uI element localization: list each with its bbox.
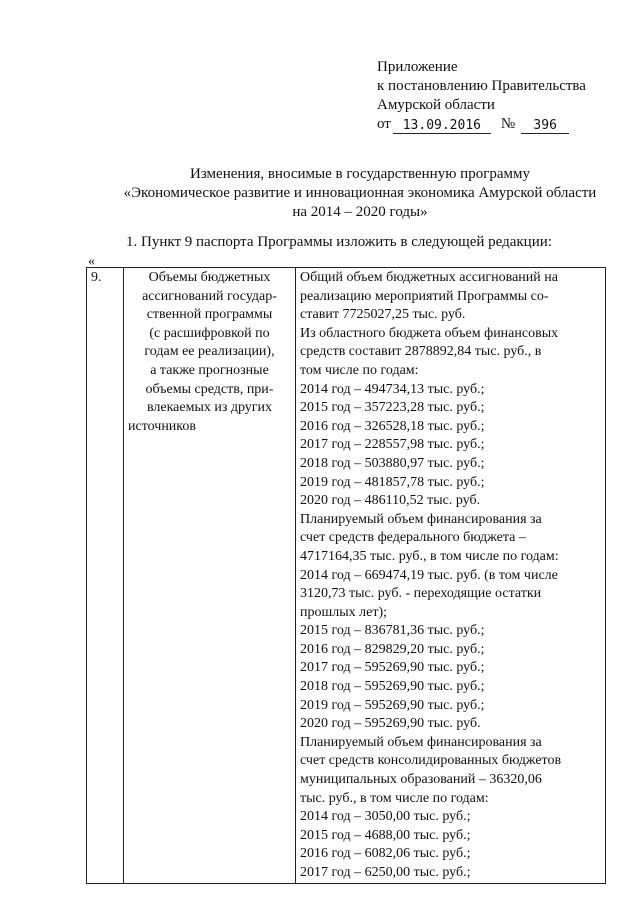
point-instruction: 1. Пункт 9 паспорта Программы изложить в следующей редакции: [126, 234, 552, 250]
value-line: 2015 год – 357223,28 тыс. руб.; [300, 400, 485, 416]
title-line-2: «Экономическое развитие и инновационная экономика Амурской области [123, 185, 597, 201]
value-line: 3120,73 тыс. руб. - переходящие остатки [300, 586, 542, 602]
label-line: влекаемых из других [146, 400, 273, 416]
row-number-cell [87, 268, 124, 884]
appendix-line-3: Амурской области [377, 97, 495, 113]
value-line: том числе по годам: [300, 362, 419, 378]
open-quote: « [88, 254, 95, 269]
value-line: 2017 год – 228557,98 тыс. руб.; [300, 437, 485, 453]
value-line: 4717164,35 тыс. руб., в том числе по годам: [300, 548, 559, 564]
value-line: 2020 год – 486110,52 тыс. руб. [300, 493, 481, 509]
title-line-1: Изменения, вносимые в государственную программу [190, 166, 530, 182]
value-line: 2018 год – 595269,90 тыс. руб.; [300, 679, 485, 695]
label-line: а также прогнозные [150, 362, 269, 378]
value-line: 2018 год – 503880,97 тыс. руб.; [300, 455, 485, 471]
value-line: Из областного бюджета объем финансовых [300, 325, 559, 341]
value-line: 2016 год – 829829,20 тыс. руб.; [300, 641, 485, 657]
document-title [60, 165, 640, 222]
label-line: ственной программы [146, 307, 273, 323]
value-line: прошлых лет); [300, 604, 388, 620]
value-line: 2015 год – 836781,36 тыс. руб.; [300, 623, 485, 639]
value-line: средств составит 2878892,84 тыс. руб., в [300, 344, 542, 360]
value-line: 2014 год – 494734,13 тыс. руб.; [300, 381, 485, 397]
value-line: Общий объем бюджетных ассигнований на [300, 270, 558, 285]
value-line: тыс. руб., в том числе по годам: [300, 790, 489, 806]
title-line-3: на 2014 – 2020 годы» [292, 204, 428, 220]
value-line: счет средств федерального бюджета – [300, 530, 526, 546]
value-line: 2016 год – 326528,18 тыс. руб.; [300, 418, 485, 434]
value-line: счет средств консолидированных бюджетов [300, 753, 562, 769]
number-label: № [500, 116, 516, 132]
value-line: 2016 год – 6082,06 тыс. руб.; [300, 846, 471, 862]
from-label: от [377, 116, 391, 132]
label-line: (с расшифровкой по [149, 325, 270, 341]
value-line: 2015 год – 4688,00 тыс. руб.; [300, 827, 471, 843]
program-table [86, 267, 606, 884]
value-line: реализацию мероприятий Программы со- [300, 288, 549, 304]
value-line: 2019 год – 595269,90 тыс. руб.; [300, 697, 485, 713]
label-line: годам ее реализации), [144, 344, 275, 360]
value-line: Планируемый объем финансирования за [300, 511, 542, 527]
value-line: Планируемый объем финансирования за [300, 734, 542, 750]
appendix-date-line [377, 115, 586, 134]
value-line: 2020 год – 595269,90 тыс. руб. [300, 716, 481, 732]
row-value-cell [296, 268, 606, 884]
appendix-line-2: к постановлению Правительства [377, 78, 586, 94]
label-line: источников [128, 418, 197, 434]
label-line: объемы средств, при- [145, 381, 274, 397]
value-line: 2017 год – 595269,90 тыс. руб.; [300, 660, 485, 676]
label-line: ассигнований государ- [142, 288, 277, 304]
value-line: 2017 год – 6250,00 тыс. руб.; [300, 865, 471, 880]
value-line: муниципальных образований – 36320,06 [300, 772, 542, 788]
decree-number: 396 [521, 118, 569, 134]
value-line: 2014 год – 3050,00 тыс. руб.; [300, 809, 471, 825]
appendix-block [377, 58, 586, 134]
decree-date: 13.09.2016 [393, 118, 491, 134]
label-line: Объемы бюджетных [148, 270, 271, 285]
value-line: ставит 7725027,25 тыс. руб. [300, 307, 466, 323]
value-line: 2014 год – 669474,19 тыс. руб. (в том числе [300, 567, 558, 583]
row-label-cell [124, 268, 296, 884]
table-row [87, 268, 606, 884]
value-line: 2019 год – 481857,78 тыс. руб.; [300, 474, 485, 490]
appendix-line-1: Приложение [377, 59, 458, 75]
row-number: 9. [91, 270, 102, 285]
